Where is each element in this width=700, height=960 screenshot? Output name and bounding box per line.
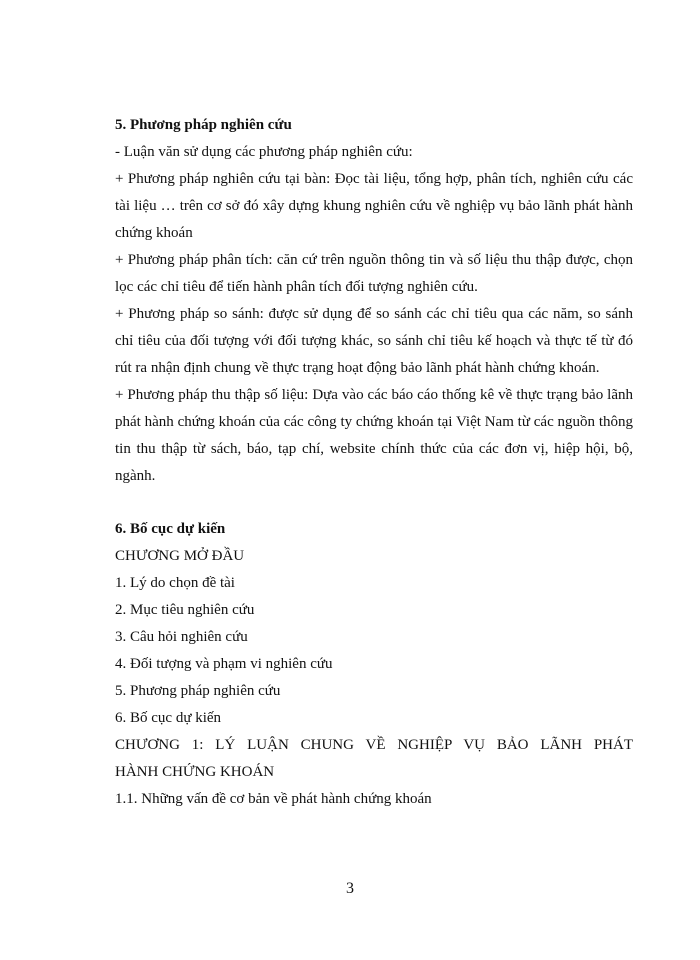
section-5-intro: - Luận văn sử dụng các phương pháp nghiên cứu: bbox=[115, 144, 413, 160]
method-desk-research: + Phương pháp nghiên cứu tại bàn: Đọc tài liệu, tổng hợp, phân tích, nghiên cứu các tài liệu … trên cơ sở đó xây dựng khung nghiên cứu về nghiệp vụ bảo lãnh phát hành chứng khoán bbox=[115, 171, 633, 241]
method-comparison: + Phương pháp so sánh: được sử dụng để so sánh các chỉ tiêu qua các năm, so sánh chỉ tiêu của đối tượng với đối tượng khác, so sánh chỉ tiêu kế hoạch và thực tế từ đó rút ra nhận định chung về thực trạng hoạt động bảo lãnh phát hành chứng khoán. bbox=[115, 306, 633, 376]
outline-item: CHƯƠNG MỞ ĐẦU bbox=[115, 548, 245, 564]
section-5-heading: 5. Phương pháp nghiên cứu bbox=[115, 117, 292, 133]
method-data-collection: + Phương pháp thu thập số liệu: Dựa vào các báo cáo thống kê về thực trạng bảo lãnh phát hành chứng khoán của các công ty chứng khoán tại Việt Nam từ các nguồn thông tin thu thập từ sách, báo, tạp chí, website chính thức của các đơn vị, hiệp hội, bộ, ngành. bbox=[115, 387, 633, 484]
section-gap bbox=[115, 490, 633, 516]
outline-item: 6. Bố cục dự kiến bbox=[115, 710, 222, 726]
chapter-1-title-line-1: CHƯƠNG 1: LÝ LUẬN CHUNG VỀ NGHIỆP VỤ BẢO LÃNH PHÁT bbox=[115, 737, 633, 753]
chapter-1-title-line-2: HÀNH CHỨNG KHOÁN bbox=[115, 764, 275, 780]
page-content bbox=[115, 112, 633, 813]
chapter-1-item-1: 1.1. Những vấn đề cơ bản về phát hành chứng khoán bbox=[115, 791, 432, 807]
outline-item: 4. Đối tượng và phạm vi nghiên cứu bbox=[115, 656, 333, 672]
page-number: 3 bbox=[346, 880, 354, 897]
outline-item: 5. Phương pháp nghiên cứu bbox=[115, 683, 281, 699]
outline-item: 2. Mục tiêu nghiên cứu bbox=[115, 602, 255, 618]
section-6-heading: 6. Bố cục dự kiến bbox=[115, 521, 226, 537]
method-analysis: + Phương pháp phân tích: căn cứ trên nguồn thông tin và số liệu thu thập được, chọn lọc các chỉ tiêu để tiến hành phân tích đối tượng nghiên cứu. bbox=[115, 252, 633, 295]
outline-item: 3. Câu hỏi nghiên cứu bbox=[115, 629, 248, 645]
outline-item: 1. Lý do chọn đề tài bbox=[115, 575, 235, 591]
